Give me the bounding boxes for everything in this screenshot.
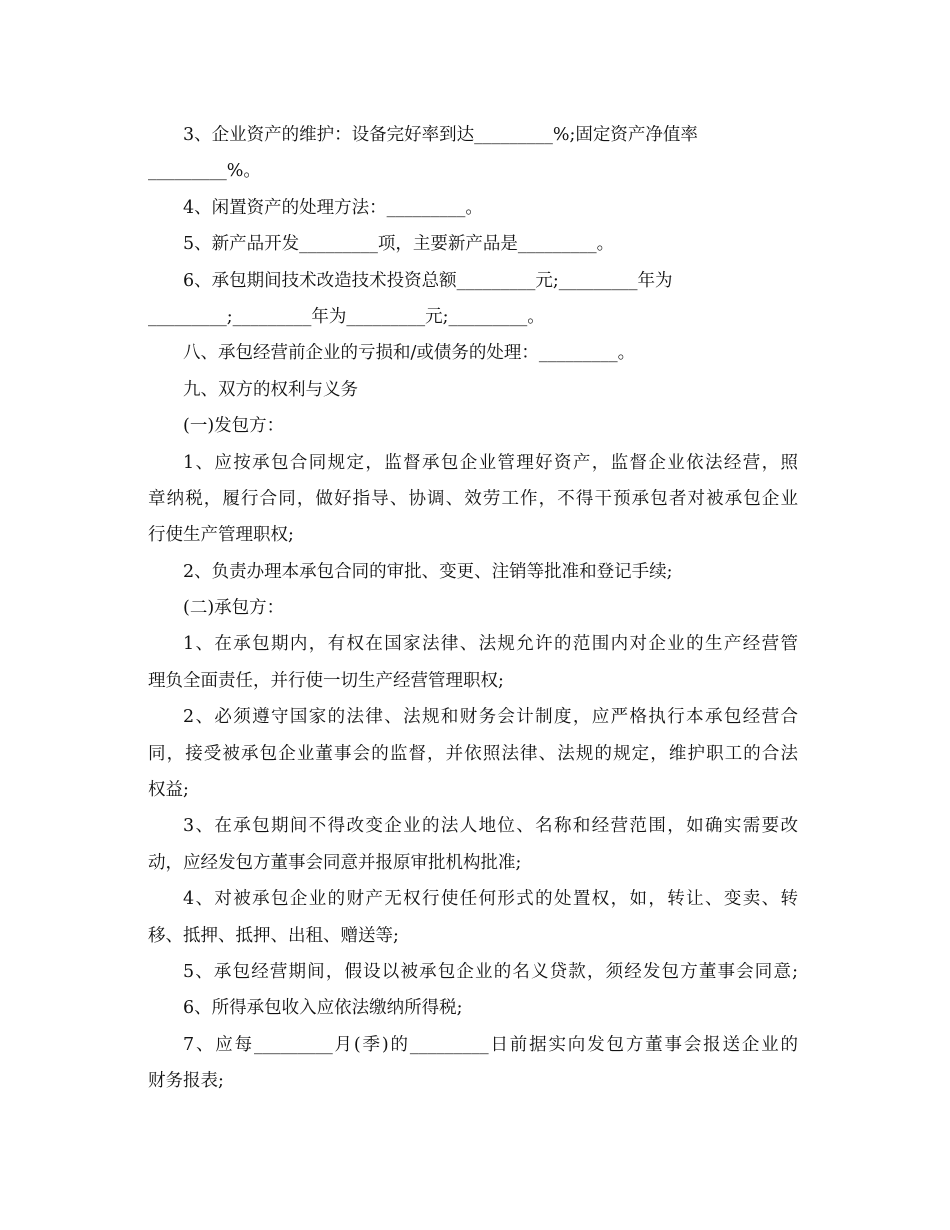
document-line: 财务报表; xyxy=(148,1071,224,1092)
document-line: 权益; xyxy=(148,780,189,801)
document-line: (一)发包方： xyxy=(183,416,285,437)
document-line: _________%。 xyxy=(148,161,261,182)
document-line: 1、应按承包合同规定，监督承包企业管理好资产，监督企业依法经营，照 xyxy=(183,452,798,473)
document-line: 行使生产管理职权; xyxy=(148,525,294,546)
document-line: 移、抵押、抵押、出租、赠送等; xyxy=(148,925,399,946)
document-line: 4、闲置资产的处理方法：_________。 xyxy=(183,197,483,218)
document-line: 九、双方的权利与义务 xyxy=(183,379,358,400)
document-line: 八、承包经营前企业的亏损和/或债务的处理：_________。 xyxy=(183,343,636,364)
document-line: (二)承包方： xyxy=(183,598,285,619)
document-line: 同，接受被承包企业董事会的监督，并依照法律、法规的规定，维护职工的合法 xyxy=(148,743,798,764)
document-line: 3、企业资产的维护：设备完好率到达_________%;固定资产净值率 xyxy=(183,125,698,145)
document-line: 7、应每_________月(季)的_________日前据实向发包方董事会报送企业的 xyxy=(183,1034,798,1055)
document-line: 5、新产品开发_________项，主要新产品是_________。 xyxy=(183,234,615,255)
document-line: 6、所得承包收入应依法缴纳所得税; xyxy=(183,998,463,1019)
document-line: 2、负责办理本承包合同的审批、变更、注销等批准和登记手续; xyxy=(183,561,673,582)
document-line: 1、在承包期内，有权在国家法律、法规允许的范围内对企业的生产经营管 xyxy=(183,634,798,655)
document-body xyxy=(148,117,798,1100)
document-line: 动，应经发包方董事会同意并报原审批机构批准; xyxy=(148,852,522,873)
document-line: 6、承包期间技术改造技术投资总额_________元;_________年为 xyxy=(183,270,673,291)
document-line: 5、承包经营期间，假设以被承包企业的名义贷款，须经发包方董事会同意; xyxy=(183,961,798,982)
document-line: 4、对被承包企业的财产无权行使任何形式的处置权，如，转让、变卖、转 xyxy=(183,889,798,910)
document-line: _________;_________年为_________元;_________。 xyxy=(148,306,545,327)
document-line: 理负全面责任，并行使一切生产经营管理职权; xyxy=(148,670,504,691)
document-line: 3、在承包期间不得改变企业的法人地位、名称和经营范围，如确实需要改 xyxy=(183,816,798,837)
document-line: 2、必须遵守国家的法律、法规和财务会计制度，应严格执行本承包经营合 xyxy=(183,707,798,728)
document-line: 章纳税，履行合同，做好指导、协调、效劳工作，不得干预承包者对被承包企业 xyxy=(148,488,798,509)
